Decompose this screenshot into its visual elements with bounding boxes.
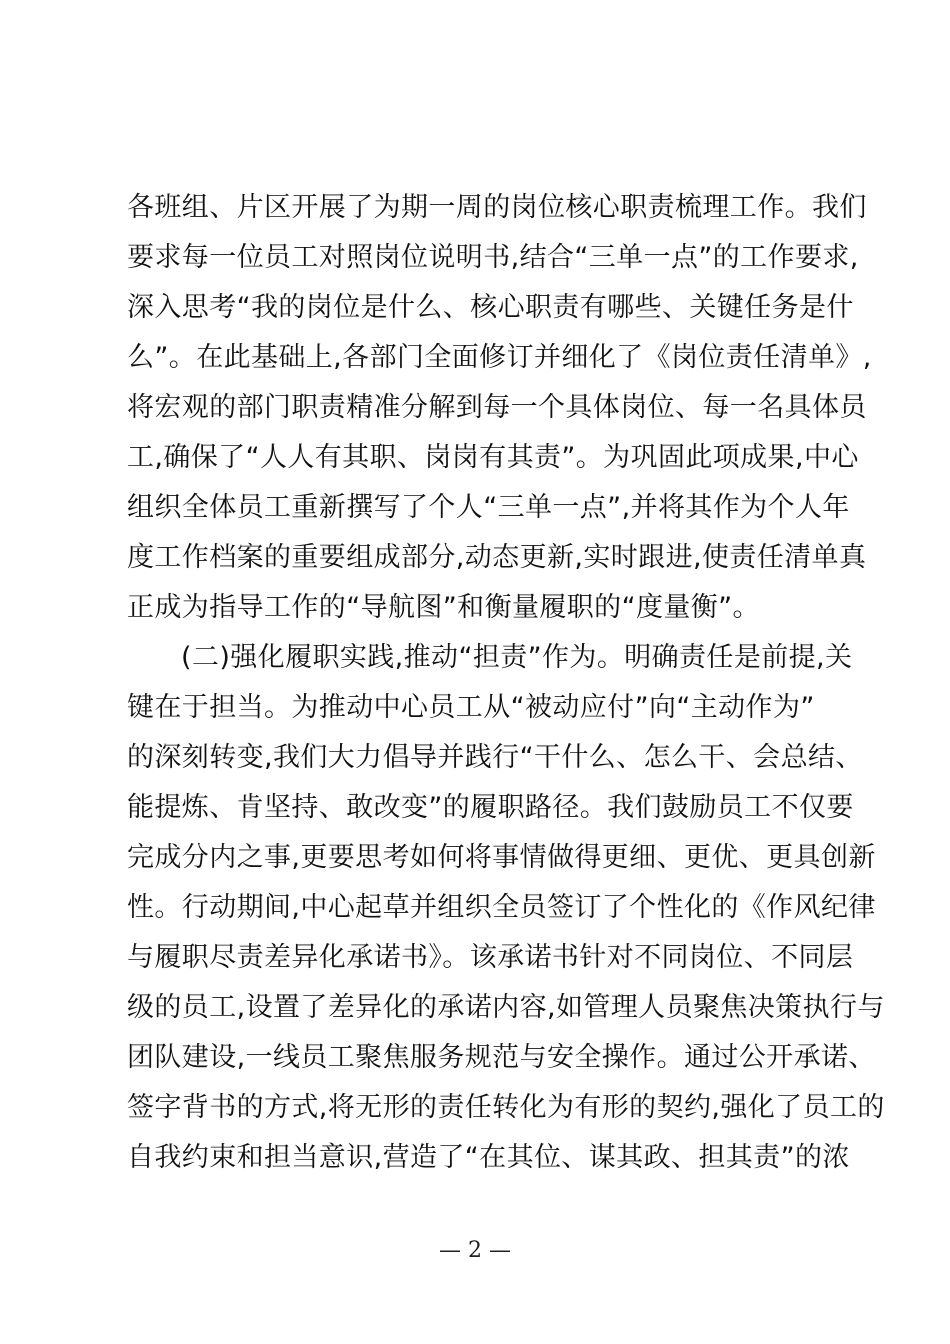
text-line: 么”。在此基础上,各部门全面修订并细化了《岗位责任清单》, <box>127 342 872 373</box>
text-line: 签字背书的方式,将无形的责任转化为有形的契约,强化了员工的 <box>127 1092 885 1123</box>
page-number: — 2 — <box>439 1238 511 1263</box>
text-line: 团队建设,一线员工聚焦服务规范与安全操作。通过公开承诺、 <box>127 1042 876 1073</box>
text-line: 级的员工,设置了差异化的承诺内容,如管理人员聚焦决策执行与 <box>127 992 885 1023</box>
text-line: 完成分内之事,更要思考如何将事情做得更细、更优、更具创新 <box>127 842 876 873</box>
text-line: 组织全体员工重新撰写了个人“三单一点”,并将其作为个人年 <box>127 492 850 523</box>
text-line: 能提炼、肯坚持、敢改变”的履职路径。我们鼓励员工不仅要 <box>127 792 854 823</box>
text-line: 要求每一位员工对照岗位说明书,结合“三单一点”的工作要求, <box>127 242 859 273</box>
text-line: 各班组、片区开展了为期一周的岗位核心职责梳理工作。我们 <box>127 192 867 223</box>
text-line: 正成为指导工作的“导航图”和衡量履职的“度量衡”。 <box>127 592 760 623</box>
text-line: 度工作档案的重要组成部分,动态更新,实时跟进,使责任清单真 <box>127 542 867 573</box>
text-line: 键在于担当。为推动中心员工从“被动应付”向“主动作为” <box>127 692 815 723</box>
text-line: 工,确保了“人人有其职、岗岗有其责”。为巩固此项成果,中心 <box>127 442 859 473</box>
text-line: 自我约束和担当意识,营造了“在其位、谋其政、担其责”的浓 <box>127 1142 850 1173</box>
text-line: 将宏观的部门职责精准分解到每一个具体岗位、每一名具体员 <box>127 392 867 423</box>
body-text <box>127 183 885 1183</box>
text-line: (二)强化履职实践,推动“担责”作为。明确责任是前提,关 <box>181 642 853 673</box>
text-line: 性。行动期间,中心起草并组织全员签订了个性化的《作风纪律 <box>127 892 876 923</box>
text-line: 与履职尽责差异化承诺书》。该承诺书针对不同岗位、不同层 <box>127 942 854 973</box>
text-line: 的深刻转变,我们大力倡导并践行“干什么、怎么干、会总结、 <box>127 742 863 773</box>
text-line: 深入思考“我的岗位是什么、核心职责有哪些、关键任务是什 <box>127 292 854 323</box>
